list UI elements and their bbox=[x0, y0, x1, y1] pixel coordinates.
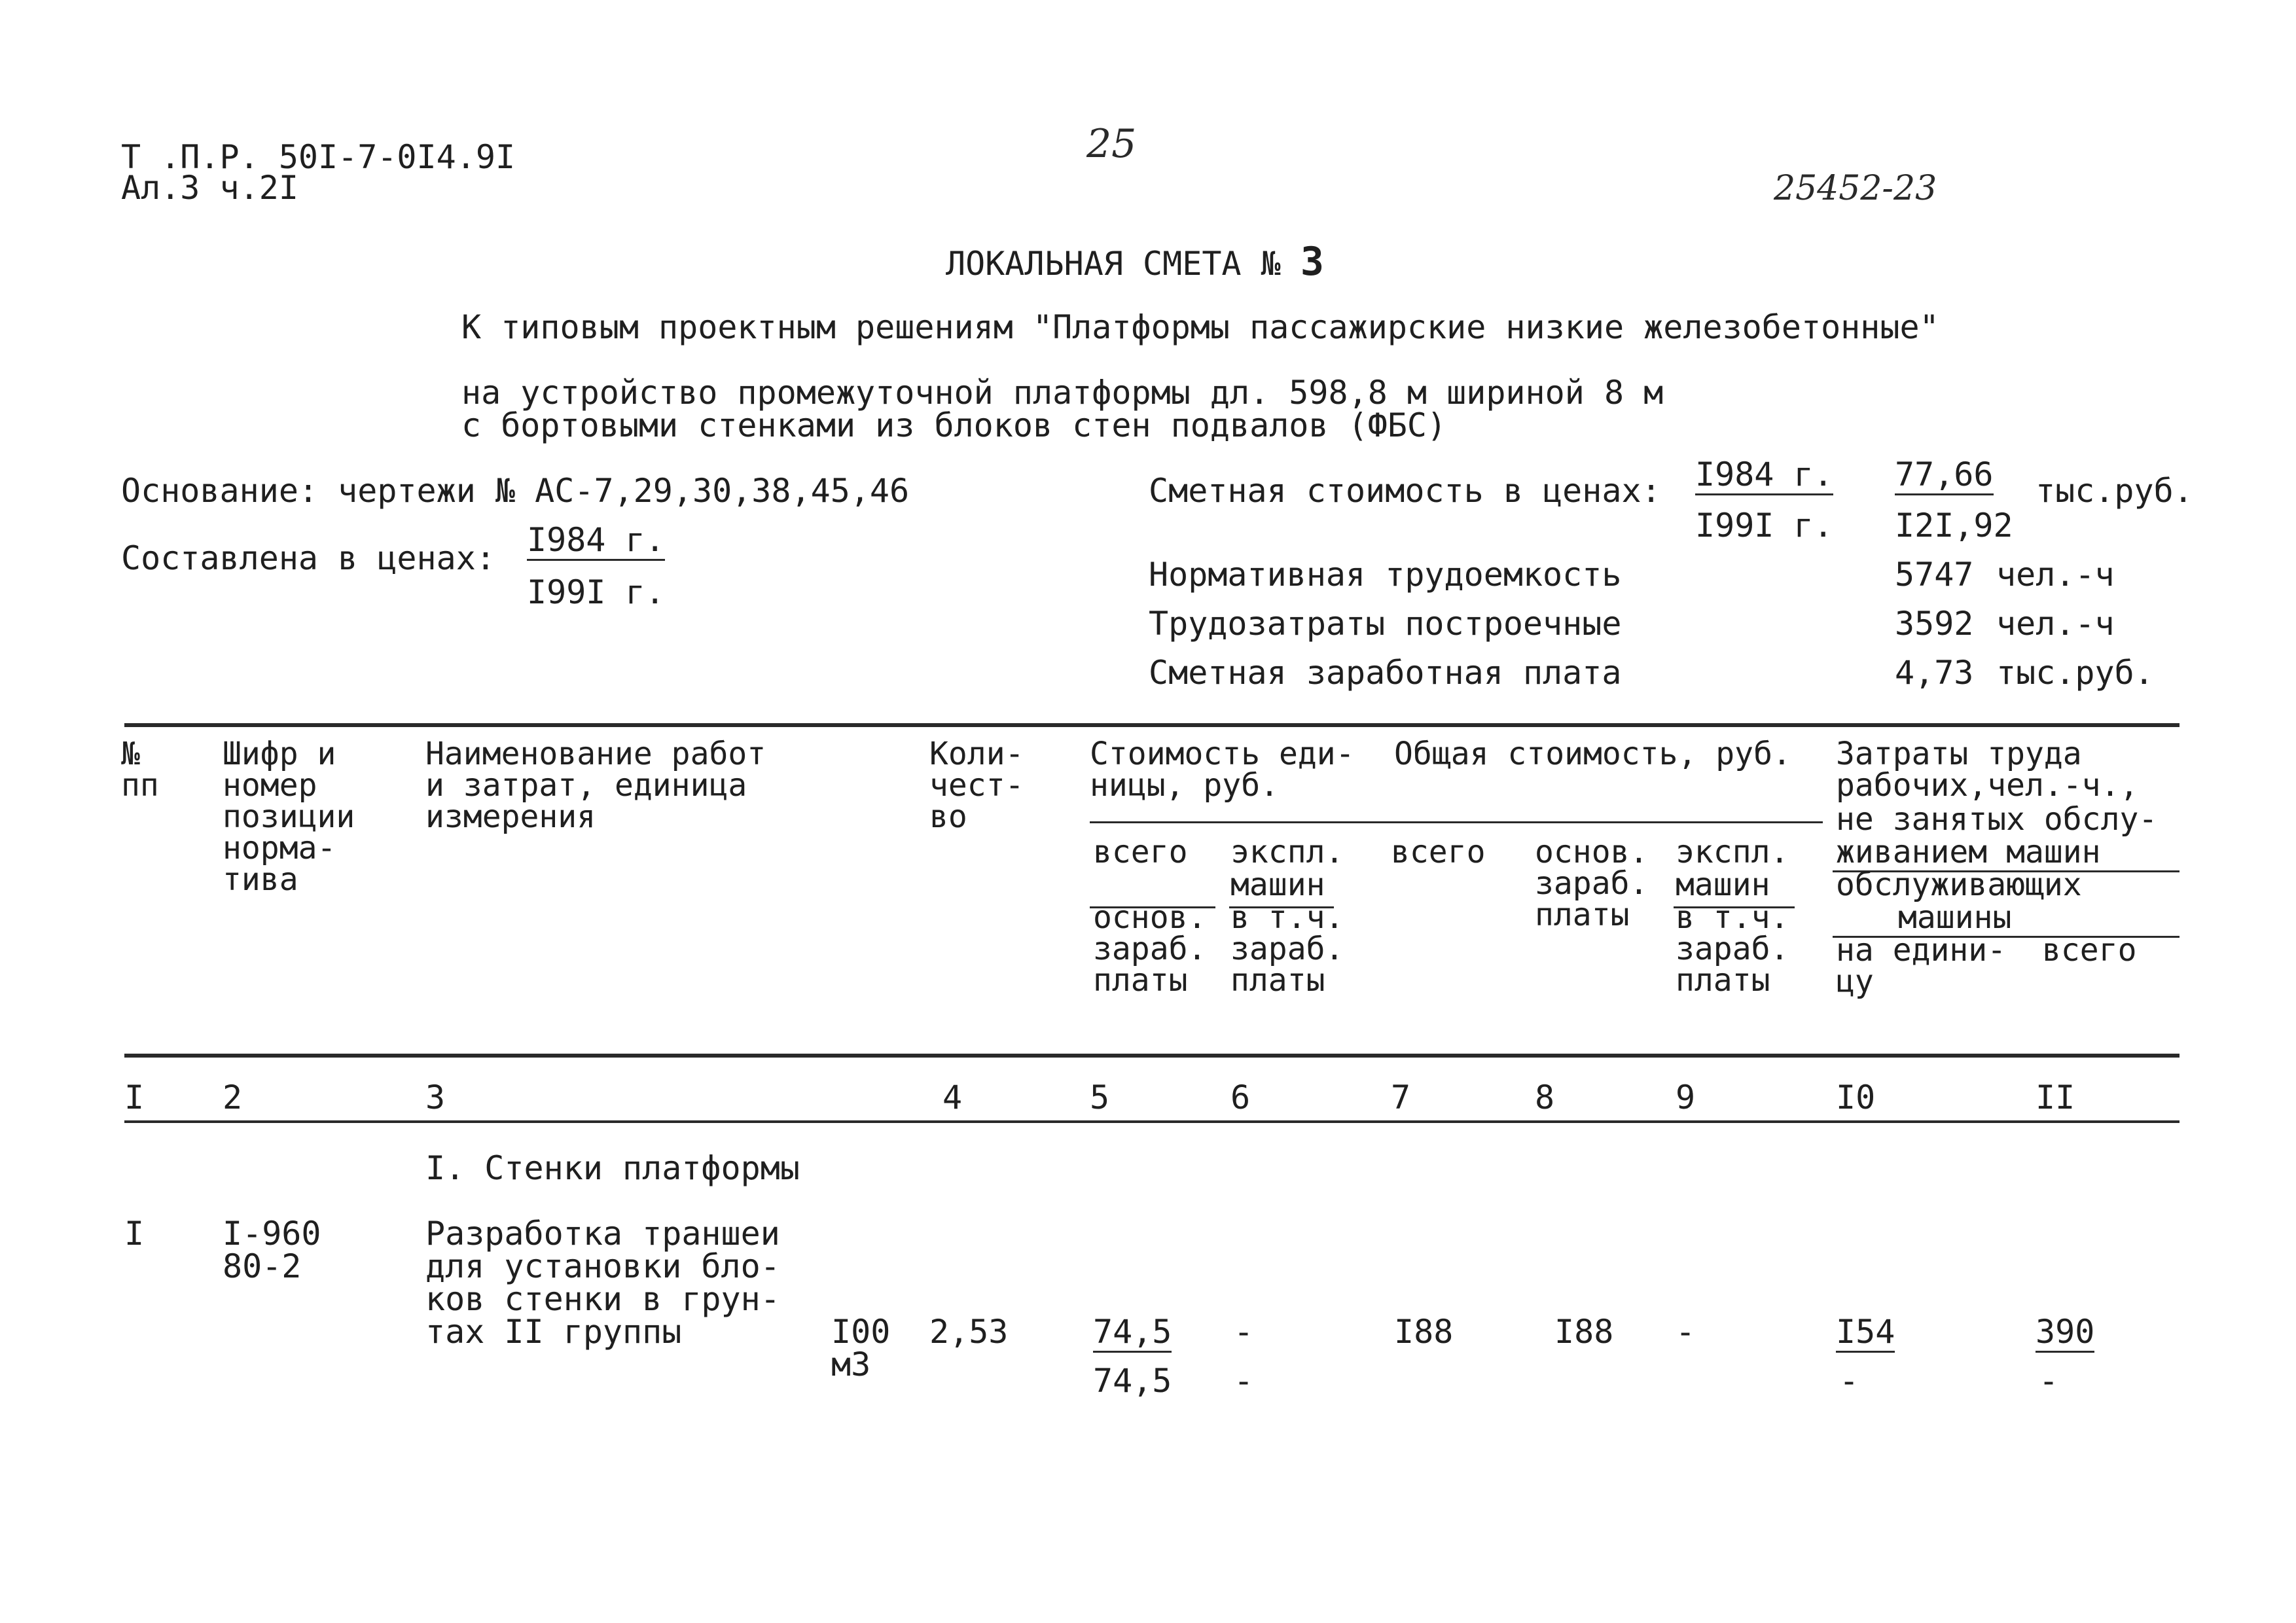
c7-header: всего bbox=[1391, 834, 1486, 870]
col-header-code: Шифр и номер позиции норма- тива bbox=[223, 736, 355, 898]
colnum-rule bbox=[124, 1120, 2179, 1123]
labor-per-unit: на едини- цу bbox=[1836, 932, 2007, 1000]
c6-top1: экспл. bbox=[1230, 834, 1344, 870]
cost-value2: I2I,92 bbox=[1895, 507, 2013, 544]
c5-top: всего bbox=[1093, 834, 1188, 870]
section-title: I. Стенки платформы bbox=[425, 1149, 800, 1187]
col-header-name: Наименование работ и затрат, единица измерения bbox=[425, 736, 766, 835]
c6-top2: машин bbox=[1230, 866, 1325, 903]
doc-code: Т .П.Р. 50I-7-0I4.9I bbox=[121, 138, 516, 176]
colnum-3: 3 bbox=[425, 1079, 446, 1116]
colnum-8: 8 bbox=[1535, 1079, 1555, 1116]
row-total: I88 bbox=[1394, 1313, 1454, 1351]
cost-label: Сметная стоимость в ценах: bbox=[1149, 472, 1661, 510]
labor-total-header: всего bbox=[2042, 932, 2137, 969]
c9-top2: машин bbox=[1676, 866, 1770, 903]
colnum-4: 4 bbox=[942, 1079, 963, 1116]
colnum-5: 5 bbox=[1090, 1079, 1110, 1116]
prices-label: Составлена в ценах: bbox=[121, 539, 495, 577]
basis-drawings: Основание: чертежи № АС-7,29,30,38,45,46 bbox=[121, 472, 910, 510]
row-number: I bbox=[124, 1215, 145, 1253]
colnum-6: 6 bbox=[1230, 1079, 1251, 1116]
header-bottom-rule bbox=[124, 1054, 2179, 1058]
row-unit-total: 74,5 bbox=[1093, 1315, 1172, 1353]
colnum-7: 7 bbox=[1391, 1079, 1411, 1116]
page-number: 25 bbox=[1086, 121, 1137, 167]
row-labor-total-2: - bbox=[2039, 1362, 2059, 1400]
estimate-number: 3 bbox=[1300, 239, 1324, 285]
row-name: Разработка траншеи для установки бло- ков стенки в грун- тах II группы bbox=[425, 1215, 780, 1351]
col-header-number: № пп bbox=[121, 736, 159, 804]
subtitle: К типовым проектным решениям "Платформы пассажирские низкие железобетонные" bbox=[461, 308, 1939, 346]
row-code: I-960 80-2 bbox=[223, 1215, 321, 1285]
row-labor-unit: I54 bbox=[1836, 1315, 1895, 1353]
row-unit-mach-wage: - bbox=[1234, 1362, 1254, 1400]
labor-site-value: 3592 bbox=[1895, 605, 1974, 643]
labor-norm-unit: чел.-ч bbox=[1996, 556, 2115, 594]
labor-sub2: живанием машин bbox=[1836, 834, 2101, 870]
labor-sub4: машины bbox=[1898, 899, 2012, 936]
row-unit-wage: 74,5 bbox=[1093, 1362, 1172, 1400]
prices-year1: I984 г. bbox=[527, 524, 665, 561]
cost-unit: тыс.руб. bbox=[2036, 472, 2193, 510]
row-quantity: 2,53 bbox=[929, 1313, 1009, 1351]
cost-year1: I984 г. bbox=[1695, 458, 1833, 495]
cost-year2: I99I г. bbox=[1695, 507, 1833, 544]
row-labor-total: 390 bbox=[2036, 1315, 2094, 1353]
colnum-9: 9 bbox=[1676, 1079, 1696, 1116]
cost-divider bbox=[1090, 821, 1823, 823]
description-line2: с бортовыми стенками из блоков стен подвалов (ФБС) bbox=[461, 406, 1447, 444]
labor-norm-value: 5747 bbox=[1895, 556, 1974, 594]
estimate-heading: ЛОКАЛЬНАЯ СМЕТА № 3 bbox=[946, 239, 1324, 285]
row-total-wage: I88 bbox=[1554, 1313, 1614, 1351]
labor-site-unit: чел.-ч bbox=[1996, 605, 2115, 643]
description-line1: на устройство промежуточной платформы дл. 598,8 м шириной 8 м bbox=[461, 374, 1664, 412]
prices-year2: I99I г. bbox=[527, 573, 665, 611]
c5-bottom: основ. зараб. платы bbox=[1093, 899, 1207, 999]
wage-value: 4,73 bbox=[1895, 654, 1974, 692]
cost-value1: 77,66 bbox=[1895, 458, 1994, 495]
wage-label: Сметная заработная плата bbox=[1149, 654, 1622, 692]
archive-number: 25452-23 bbox=[1774, 169, 1937, 208]
c9-bottom: в т.ч. зараб. платы bbox=[1676, 899, 1789, 999]
c8-header: основ. зараб. платы bbox=[1535, 834, 1649, 933]
labor-sub1: не занятых обслу- bbox=[1836, 801, 2158, 838]
row-unit: I00 м3 bbox=[831, 1313, 891, 1383]
table-top-rule bbox=[124, 723, 2179, 727]
col-header-unit-cost: Стоимость еди- ницы, руб. bbox=[1090, 736, 1355, 804]
colnum-10: I0 bbox=[1836, 1079, 1876, 1116]
col-header-quantity: Коли- чест- во bbox=[929, 736, 1024, 835]
c9-top1: экспл. bbox=[1676, 834, 1789, 870]
album-ref: Ал.3 ч.2I bbox=[121, 169, 298, 207]
labor-site-label: Трудозатраты построечные bbox=[1149, 605, 1622, 643]
c6-bottom: в т.ч. зараб. платы bbox=[1230, 899, 1344, 999]
colnum-2: 2 bbox=[223, 1079, 243, 1116]
row-unit-mach: - bbox=[1234, 1313, 1254, 1351]
col-header-total-cost: Общая стоимость, руб. bbox=[1394, 736, 1791, 772]
row-labor-unit-2: - bbox=[1839, 1362, 1859, 1400]
labor-sub3: обслуживающих bbox=[1836, 866, 2082, 903]
wage-unit: тыс.руб. bbox=[1996, 654, 2154, 692]
colnum-11: II bbox=[2036, 1079, 2075, 1116]
labor-norm-label: Нормативная трудоемкость bbox=[1149, 556, 1622, 594]
colnum-1: I bbox=[124, 1079, 145, 1116]
row-total-mach: - bbox=[1676, 1313, 1696, 1351]
col-header-labor: Затраты труда рабочих,чел.-ч., bbox=[1836, 736, 2139, 804]
